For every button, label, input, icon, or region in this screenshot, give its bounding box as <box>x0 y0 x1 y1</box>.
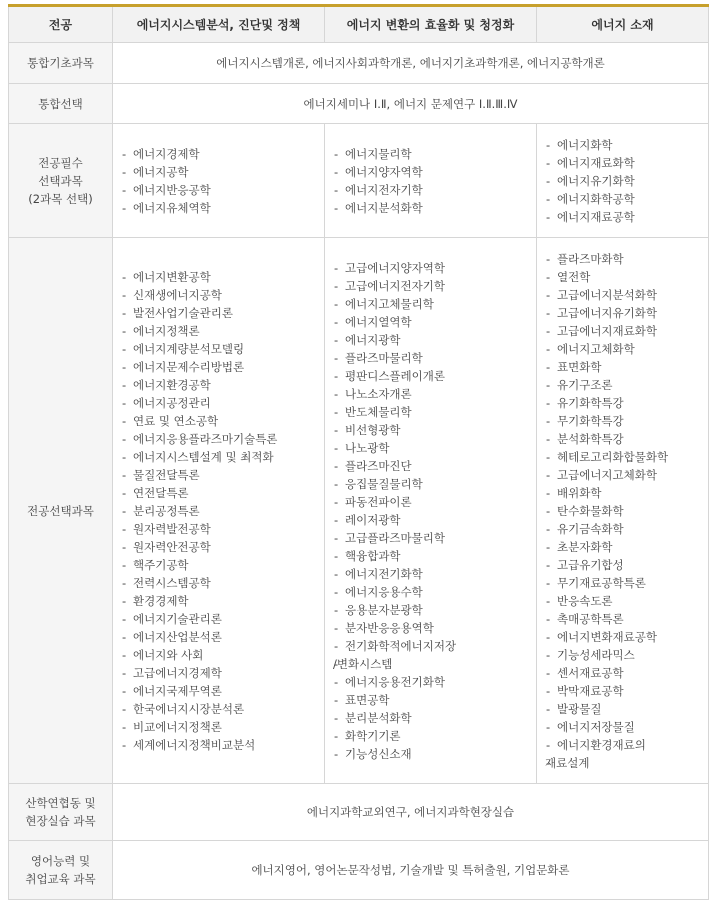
course-item: - 원자력안전공학 <box>121 538 318 556</box>
course-item: - 에너지문제수리방법론 <box>121 358 318 376</box>
course-item: - 표면공학 <box>333 691 530 709</box>
row-label-career: 영어능력 및 취업교육 과목 <box>9 841 113 900</box>
course-item: - 플라즈마물리학 <box>333 349 530 367</box>
basic-courses: 에너지시스템개론, 에너지사회과학개론, 에너지기초과학개론, 에너지공학개론 <box>113 43 709 84</box>
course-item: - 발전사업기술관리론 <box>121 304 318 322</box>
course-item: - 세계에너지정책비교분석 <box>121 736 318 754</box>
course-item: - 에너지응용플라즈마기술특론 <box>121 430 318 448</box>
row-required <box>9 124 709 238</box>
course-item: - 표면화학 <box>545 358 702 376</box>
course-item: - 고급플라즈마물리학 <box>333 529 530 547</box>
elective-col2 <box>325 238 537 784</box>
row-integrated <box>9 84 709 124</box>
curriculum-table <box>8 4 709 900</box>
course-item: - 전기화학적에너지저장 <box>333 637 530 655</box>
course-item: - 초분자화학 <box>545 538 702 556</box>
header-row <box>9 6 709 43</box>
course-item: - 기능성신소재 <box>333 745 530 763</box>
industry-courses: 에너지과학교외연구, 에너지과학현장실습 <box>113 784 709 841</box>
course-item: - 에너지저장물질 <box>545 718 702 736</box>
course-item: - 박막재료공학 <box>545 682 702 700</box>
header-major: 전공 <box>9 6 113 43</box>
course-item: - 센서재료공학 <box>545 664 702 682</box>
course-item: - 환경경제학 <box>121 592 318 610</box>
row-label-integrated: 통합선택 <box>9 84 113 124</box>
course-item: - 에너지화학 <box>545 136 702 154</box>
course-item: - 핵주기공학 <box>121 556 318 574</box>
course-item: - 에너지국제무역론 <box>121 682 318 700</box>
course-item: - 배위화학 <box>545 484 702 502</box>
course-item: - 분석화학특강 <box>545 430 702 448</box>
course-item: - 에너지고체화학 <box>545 340 702 358</box>
course-item: - 물질전달특론 <box>121 466 318 484</box>
course-item: - 에너지와 사회 <box>121 646 318 664</box>
required-col3 <box>537 124 709 238</box>
course-item: - 고급에너지전자기학 <box>333 277 530 295</box>
course-item: - 평판디스플레이개론 <box>333 367 530 385</box>
course-item: - 재료설계 <box>545 754 702 772</box>
course-item: - 유기구조론 <box>545 376 702 394</box>
course-item: - 비선형광학 <box>333 421 530 439</box>
course-item: - 에너지유체역학 <box>121 199 318 217</box>
row-label-required: 전공필수 선택과목 (2과목 선택) <box>9 124 113 238</box>
required-col2 <box>325 124 537 238</box>
course-item: - 에너지재료공학 <box>545 208 702 226</box>
course-item: - 에너지물리학 <box>333 145 530 163</box>
course-item: - 에너지변환공학 <box>121 268 318 286</box>
course-item: - 유기화학특강 <box>545 394 702 412</box>
course-item: - 플라즈마화학 <box>545 250 702 268</box>
course-item: - 고급유기합성 <box>545 556 702 574</box>
course-item: - 에너지환경공학 <box>121 376 318 394</box>
course-item: - 연전달특론 <box>121 484 318 502</box>
course-item: - 헤테로고리화합물화학 <box>545 448 702 466</box>
course-item: - 파동전파이론 <box>333 493 530 511</box>
row-label-industry: 산학연협동 및 현장실습 과목 <box>9 784 113 841</box>
course-item: - 분리분석화학 <box>333 709 530 727</box>
row-label-basic: 통합기초과목 <box>9 43 113 84</box>
course-item: - 에너지환경재료의 <box>545 736 702 754</box>
course-item: - 한국에너지시장분석론 <box>121 700 318 718</box>
course-item: - 신재생에너지공학 <box>121 286 318 304</box>
course-item: - 열전학 <box>545 268 702 286</box>
course-item: - 나노소자개론 <box>333 385 530 403</box>
course-item: - 에너지계량분석모델링 <box>121 340 318 358</box>
course-item: - 에너지전자기학 <box>333 181 530 199</box>
header-system-analysis: 에너지시스템분석, 진단및 정책 <box>113 6 325 43</box>
header-energy-conversion: 에너지 변환의 효율화 및 청정화 <box>325 6 537 43</box>
course-item: - 고급에너지양자역학 <box>333 259 530 277</box>
course-item: - 에너지응용전기화학 <box>333 673 530 691</box>
course-item: - 에너지양자역학 <box>333 163 530 181</box>
course-item: - 고급에너지분석화학 <box>545 286 702 304</box>
course-item: - 에너지시스템설계 및 최적화 <box>121 448 318 466</box>
row-industry <box>9 784 709 841</box>
elective-col1 <box>113 238 325 784</box>
row-career <box>9 841 709 900</box>
course-item: - 에너지공학 <box>121 163 318 181</box>
course-item: - 촉매공학특론 <box>545 610 702 628</box>
course-item: - 에너지화학공학 <box>545 190 702 208</box>
row-elective <box>9 238 709 784</box>
course-item: - 전력시스템공학 <box>121 574 318 592</box>
course-item: - 플라즈마진단 <box>333 457 530 475</box>
course-item: - /변화시스템 <box>333 655 530 673</box>
career-courses: 에너지영어, 영어논문작성법, 기술개발 및 특허출원, 기업문화론 <box>113 841 709 900</box>
course-item: - 탄수화물화학 <box>545 502 702 520</box>
course-item: - 에너지유기화학 <box>545 172 702 190</box>
course-item: - 에너지응용수학 <box>333 583 530 601</box>
course-item: - 반도체물리학 <box>333 403 530 421</box>
course-item: - 원자력발전공학 <box>121 520 318 538</box>
row-basic <box>9 43 709 84</box>
course-item: - 발광물질 <box>545 700 702 718</box>
course-item: - 화학기기론 <box>333 727 530 745</box>
course-item: - 나노광학 <box>333 439 530 457</box>
course-item: - 고급에너지재료화학 <box>545 322 702 340</box>
course-item: - 고급에너지경제학 <box>121 664 318 682</box>
course-item: - 에너지전기화학 <box>333 565 530 583</box>
course-item: - 반응속도론 <box>545 592 702 610</box>
integrated-courses: 에너지세미나 Ⅰ.Ⅱ, 에너지 문제연구 Ⅰ.Ⅱ.Ⅲ.Ⅳ <box>113 84 709 124</box>
course-item: - 기능성세라믹스 <box>545 646 702 664</box>
course-item: - 분자반응응용역학 <box>333 619 530 637</box>
course-item: - 유기금속화학 <box>545 520 702 538</box>
course-item: - 레이저광학 <box>333 511 530 529</box>
course-item: - 에너지공정관리 <box>121 394 318 412</box>
course-item: - 응용분자분광학 <box>333 601 530 619</box>
course-item: - 에너지고체물리학 <box>333 295 530 313</box>
course-item: - 에너지광학 <box>333 331 530 349</box>
course-item: - 에너지정책론 <box>121 322 318 340</box>
course-item: - 에너지기술관리론 <box>121 610 318 628</box>
course-item: - 핵융합과학 <box>333 547 530 565</box>
course-item: - 고급에너지고체화학 <box>545 466 702 484</box>
course-item: - 에너지변화재료공학 <box>545 628 702 646</box>
course-item: - 에너지산업분석론 <box>121 628 318 646</box>
course-item: - 에너지경제학 <box>121 145 318 163</box>
course-item: - 고급에너지유기화학 <box>545 304 702 322</box>
header-energy-materials: 에너지 소재 <box>537 6 709 43</box>
course-item: - 에너지반응공학 <box>121 181 318 199</box>
elective-col3 <box>537 238 709 784</box>
course-item: - 무기재료공학특론 <box>545 574 702 592</box>
required-col1 <box>113 124 325 238</box>
course-item: - 무기화학특강 <box>545 412 702 430</box>
course-item: - 분리공정특론 <box>121 502 318 520</box>
course-item: - 응집물질물리학 <box>333 475 530 493</box>
course-item: - 연료 및 연소공학 <box>121 412 318 430</box>
course-item: - 에너지분석화학 <box>333 199 530 217</box>
course-item: - 비교에너지정책론 <box>121 718 318 736</box>
row-label-elective: 전공선택과목 <box>9 238 113 784</box>
course-item: - 에너지재료화학 <box>545 154 702 172</box>
course-item: - 에너지열역학 <box>333 313 530 331</box>
